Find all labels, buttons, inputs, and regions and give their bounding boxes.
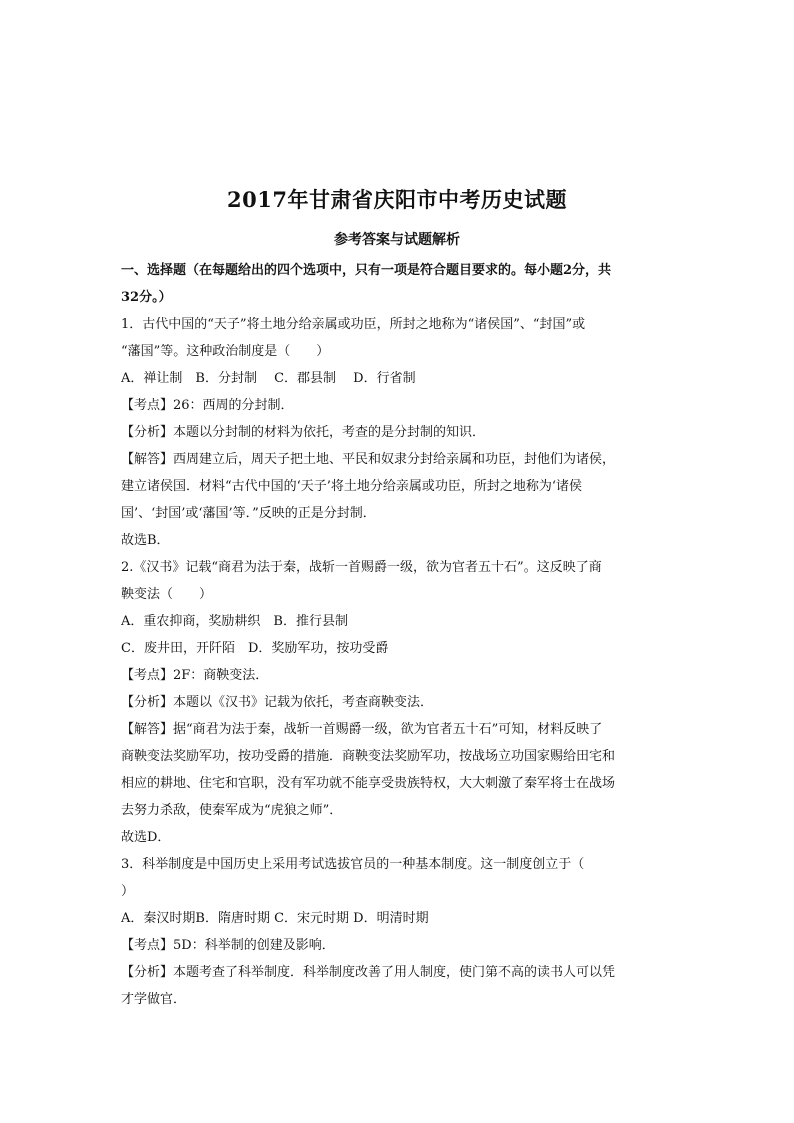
q3-stem-cont: ） bbox=[121, 884, 135, 899]
q3-options: A．秦汉时期B．隋唐时期 C．宋元时期 D．明清时期 bbox=[121, 911, 429, 926]
q1-jieda-cont: 国’、‘封国’或‘藩国’等．”反映的正是分封制． bbox=[121, 506, 376, 521]
q2-jieda: 【解答】据“商君为法于秦，战斩一首赐爵一级，欲为官者五十石”可知，材料反映了 bbox=[121, 722, 603, 737]
section-heading-cont: 32分。） bbox=[121, 290, 172, 305]
q2-fenxi: 【分析】本题以《汉书》记载为依托，考查商鞅变法． bbox=[121, 695, 434, 710]
q2-answer: 故选D． bbox=[121, 830, 171, 845]
q1-kaodian: 【考点】26：西周的分封制． bbox=[121, 398, 294, 413]
q2-jieda-cont: 相应的耕地、住宅和官职，没有军功就不能享受贵族特权，大大刺激了秦军将士在战场 bbox=[121, 776, 616, 791]
question-2 bbox=[121, 554, 669, 851]
q3-fenxi: 【分析】本题考查了科举制度．科举制度改善了用人制度，使门第不高的读书人可以凭 bbox=[121, 965, 616, 980]
q3-fenxi-cont: 才学做官． bbox=[121, 992, 187, 1007]
document-body bbox=[121, 257, 669, 1013]
q3-kaodian: 【考点】5D：科举制的创建及影响． bbox=[121, 938, 335, 953]
q2-options-cont: C．废井田，开阡陌 D．奖励军功，按功受爵 bbox=[121, 641, 389, 656]
q1-jieda: 【解答】西周建立后，周天子把土地、平民和奴隶分封给亲属和功臣，封他们为诸侯， bbox=[121, 452, 616, 467]
q1-answer: 故选B． bbox=[121, 533, 170, 548]
page-title: 2017年甘肃省庆阳市中考历史试题 bbox=[227, 187, 567, 212]
q2-options: A．重农抑商，奖励耕织 B．推行县制 bbox=[121, 614, 348, 629]
q1-options: A．禅让制 B．分封制 C．郡县制 D．行省制 bbox=[121, 371, 416, 386]
section-heading: 一、选择题（在每题给出的四个选项中，只有一项是符合题目要求的。每小题2分，共 bbox=[121, 263, 612, 278]
q3-stem: 3．科举制度是中国历史上采用考试选拔官员的一种基本制度。这一制度创立于（ bbox=[121, 857, 585, 872]
q1-jieda-cont: 建立诸侯国．材料“古代中国的‘天子’将土地分给亲属或功臣，所封之地称为‘诸侯 bbox=[121, 479, 583, 494]
q2-stem-cont: 鞅变法（ ） bbox=[121, 587, 213, 602]
q1-fenxi: 【分析】本题以分封制的材料为依托，考查的是分封制的知识． bbox=[121, 425, 486, 440]
q2-kaodian: 【考点】2F：商鞅变法． bbox=[121, 668, 269, 683]
q2-jieda-cont: 商鞅变法奖励军功，按功受爵的措施．商鞅变法奖励军功，按战场立功国家赐给田宅和 bbox=[121, 749, 616, 764]
page-subtitle: 参考答案与试题解析 bbox=[334, 232, 460, 248]
q2-jieda-cont: 去努力杀敌，使秦军成为“虎狼之师”． bbox=[121, 803, 343, 818]
question-3 bbox=[121, 851, 669, 1013]
q2-stem: 2.《汉书》记载“商君为法于秦，战斩一首赐爵一级，欲为官者五十石”。这反映了商 bbox=[121, 560, 602, 575]
q1-stem-cont: “藩国”等。这种政治制度是（ ） bbox=[121, 344, 330, 359]
q1-stem: 1．古代中国的“天子”将土地分给亲属或功臣，所封之地称为“诸侯国”、“封国”或 bbox=[121, 317, 586, 332]
question-1 bbox=[121, 311, 669, 554]
